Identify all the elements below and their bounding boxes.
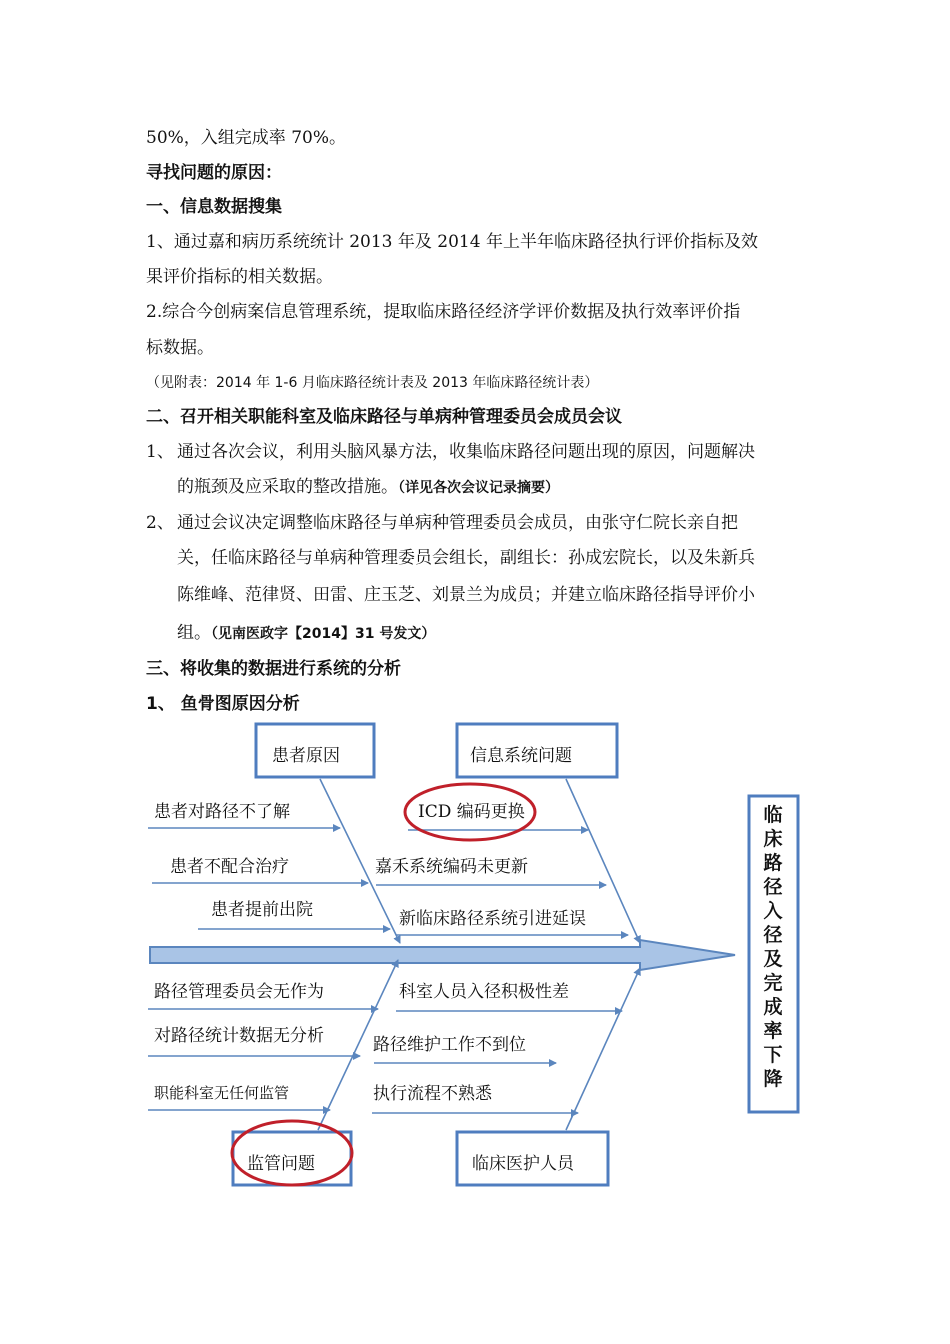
s2-item2-line2: 关，任临床路径与单病种管理委员会组长，副组长：孙成宏院长，以及朱新兵 bbox=[177, 548, 755, 568]
supervision-cause-1: 路径管理委员会无作为 bbox=[154, 982, 324, 1002]
s2-item2-line3: 陈维峰、范律贤、田雷、庄玉芝、刘景兰为成员；并建立临床路径指导评价小 bbox=[177, 585, 755, 605]
s1-item2-line2: 标数据。 bbox=[146, 338, 214, 358]
s2-item2-line4-text: 组。 bbox=[177, 623, 211, 643]
supervision-cause-2: 对路径统计数据无分析 bbox=[154, 1026, 324, 1046]
text-line: 50%，入组完成率 70%。 bbox=[146, 128, 346, 148]
staff-cause-3: 执行流程不熟悉 bbox=[373, 1084, 492, 1104]
info-cause-1: ICD 编码更换 bbox=[418, 802, 525, 822]
s2-item1-line2-text: 的瓶颈及应采取的整改措施。 bbox=[177, 477, 398, 497]
s2-item2-line1: 通过会议决定调整临床路径与单病种管理委员会成员，由张守仁院长亲自把 bbox=[177, 513, 738, 533]
effect-label: 临床路径入径及完成率下降 bbox=[763, 804, 783, 1090]
s2-item1-num: 1、 bbox=[146, 442, 174, 462]
s1-item2-line1: 2.综合今创病案信息管理系统，提取临床路径经济学评价数据及执行效率评价指 bbox=[146, 302, 741, 322]
box-clinical-staff-label: 临床医护人员 bbox=[472, 1154, 574, 1174]
staff-cause-2: 路径维护工作不到位 bbox=[373, 1035, 526, 1055]
staff-cause-1: 科室人员入径积极性差 bbox=[399, 982, 569, 1002]
s2-item1-line1: 通过各次会议，利用头脑风暴方法，收集临床路径问题出现的原因，问题解决 bbox=[177, 442, 755, 462]
info-cause-2: 嘉禾系统编码未更新 bbox=[375, 857, 528, 877]
patient-cause-1: 患者对路径不了解 bbox=[154, 802, 290, 822]
s1-note: （见附表：2014 年 1-6 月临床路径统计表及 2013 年临床路径统计表） bbox=[146, 375, 599, 391]
box-info-system-label: 信息系统问题 bbox=[470, 746, 572, 766]
box-patient-label: 患者原因 bbox=[272, 746, 340, 766]
s2-item1-note: （详见各次会议记录摘要） bbox=[398, 480, 559, 496]
section3-title: 三、将收集的数据进行系统的分析 bbox=[146, 659, 401, 679]
box-supervision-label: 监管问题 bbox=[247, 1154, 315, 1174]
s3-item1: 1、 鱼骨图原因分析 bbox=[146, 694, 300, 714]
bone-clinical-staff bbox=[566, 968, 640, 1130]
s1-item1-line2: 果评价指标的相关数据。 bbox=[146, 267, 333, 287]
s2-item2-note: （见南医政字【2014】31 号发文） bbox=[211, 626, 436, 642]
s1-item1-line1: 1、通过嘉和病历系统统计 2013 年及 2014 年上半年临床路径执行评价指标及效 bbox=[146, 232, 758, 252]
s2-item2-num: 2、 bbox=[146, 513, 174, 533]
spine-arrow bbox=[150, 940, 735, 970]
patient-cause-3: 患者提前出院 bbox=[211, 900, 313, 920]
heading-find-cause: 寻找问题的原因： bbox=[146, 163, 282, 183]
patient-cause-2: 患者不配合治疗 bbox=[170, 857, 289, 877]
info-cause-3: 新临床路径系统引进延误 bbox=[399, 909, 586, 929]
section1-title: 一、信息数据搜集 bbox=[146, 197, 282, 217]
supervision-cause-3: 职能科室无任何监管 bbox=[154, 1084, 290, 1102]
section2-title: 二、召开相关职能科室及临床路径与单病种管理委员会成员会议 bbox=[146, 407, 622, 427]
